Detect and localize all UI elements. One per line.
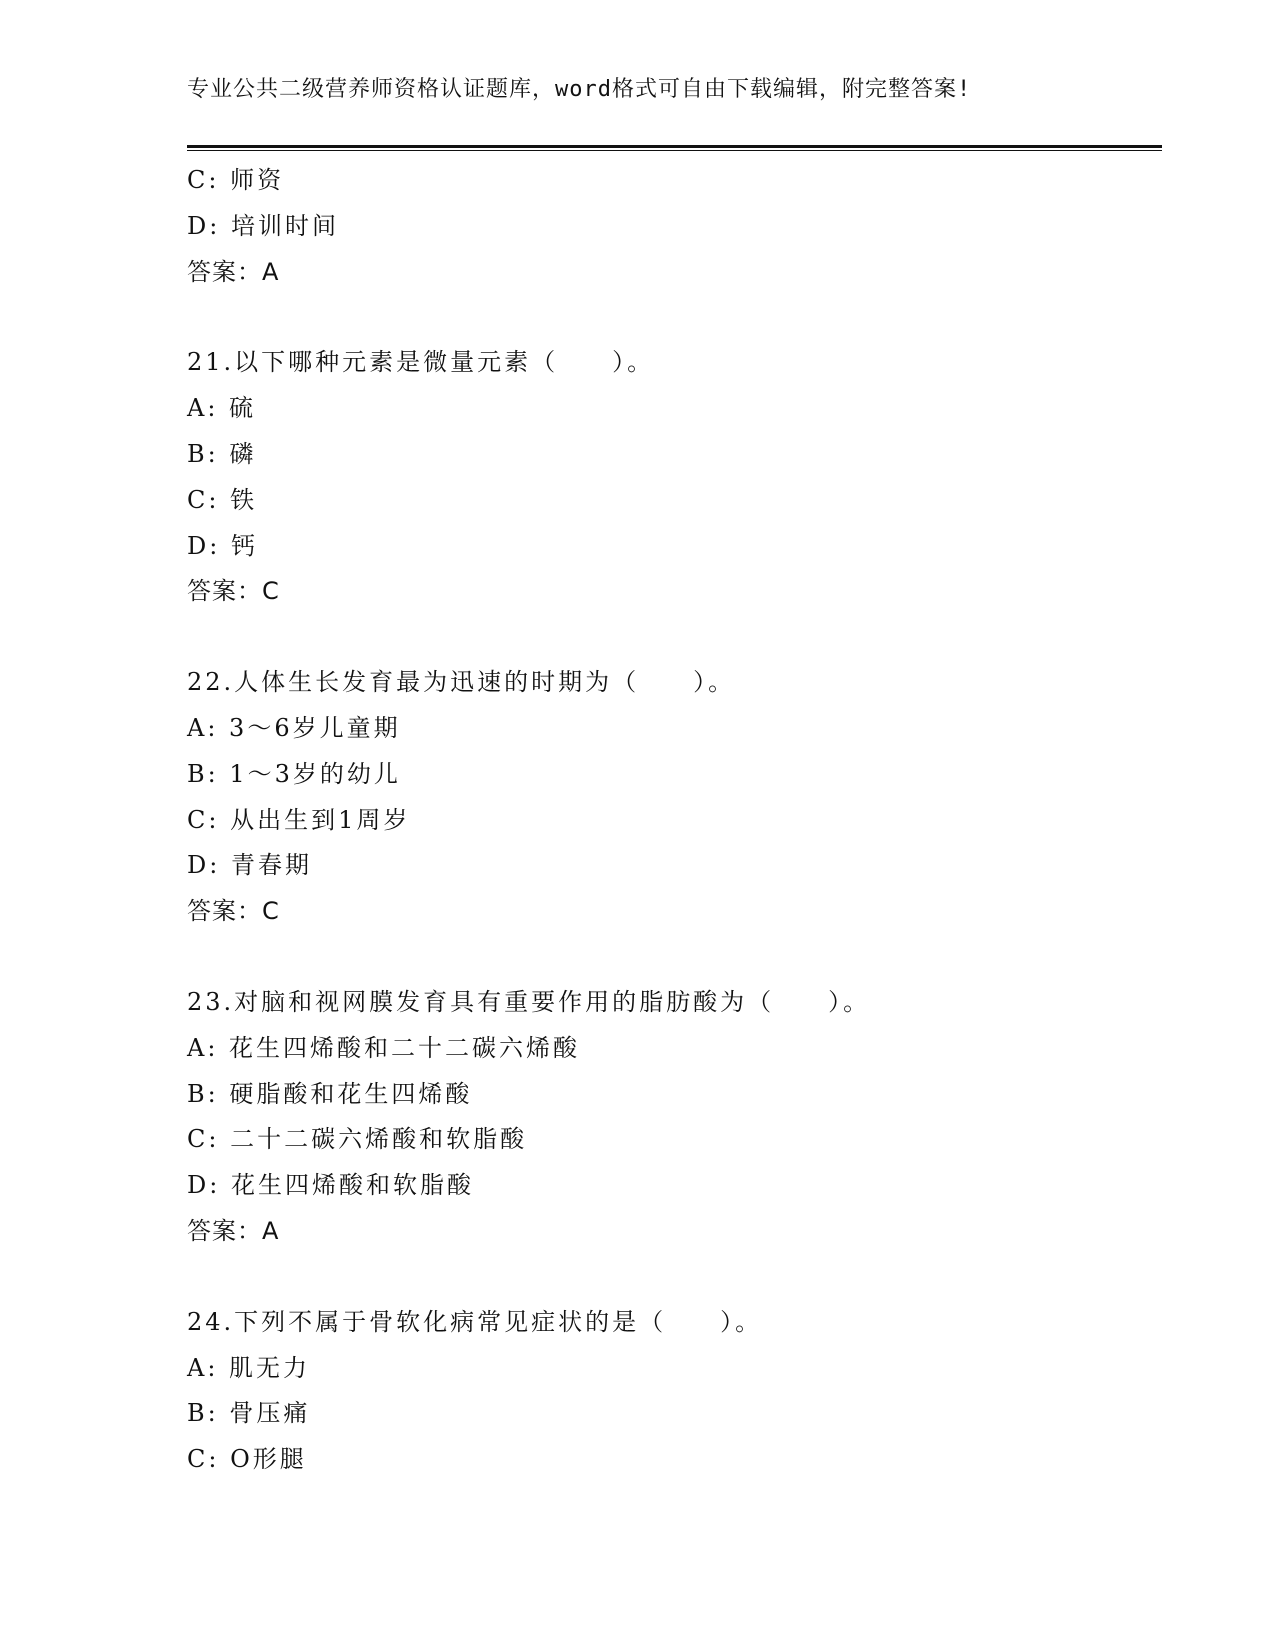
answer: 答案：C [187,577,280,606]
option-c: C: 师资 [187,166,285,194]
option-d: D: 花生四烯酸和软脂酸 [187,1171,474,1200]
answer: 答案：C [187,897,280,926]
header-rule-thin [187,150,1162,151]
option-a: A: 肌无力 [187,1353,311,1382]
option-c: C: 二十二碳六烯酸和软脂酸 [187,1125,528,1154]
option-a: A: 硫 [187,394,257,423]
option-b: B: 1～3岁的幼儿 [187,759,401,788]
option-d: D: 青春期 [187,851,312,880]
header-rule-thick [187,145,1162,148]
option-d: D: 钙 [187,531,258,560]
option-d: D: 培训时间 [187,211,339,240]
question-stem: 21.以下哪种元素是微量元素（ ）。 [187,348,655,377]
option-b: B: 骨压痛 [187,1399,311,1428]
option-c: C: O形腿 [187,1445,307,1474]
question-list [187,158,1162,1483]
option-c: C: 铁 [187,485,258,514]
option-b: B: 磷 [187,439,257,468]
answer: 答案：A [187,257,280,286]
question-block-24 [187,1300,1162,1483]
option-a: A: 3～6岁儿童期 [187,713,401,742]
option-b: B: 硬脂酸和花生四烯酸 [187,1079,473,1108]
question-block-lead [187,158,1162,295]
option-c: C: 从出生到1周岁 [187,805,411,834]
question-block-23 [187,980,1162,1255]
question-stem: 24.下列不属于骨软化病常见症状的是（ ）。 [187,1307,763,1336]
question-block-21 [187,340,1162,615]
question-block-22 [187,660,1162,935]
page-header: 专业公共二级营养师资格认证题库，word格式可自由下载编辑，附完整答案! [187,77,972,102]
question-stem: 22.人体生长发育最为迅速的时期为（ ）。 [187,668,736,697]
option-a: A: 花生四烯酸和二十二碳六烯酸 [187,1033,581,1062]
question-stem: 23.对脑和视网膜发育具有重要作用的脂肪酸为（ ）。 [187,987,871,1016]
answer: 答案：A [187,1216,280,1245]
